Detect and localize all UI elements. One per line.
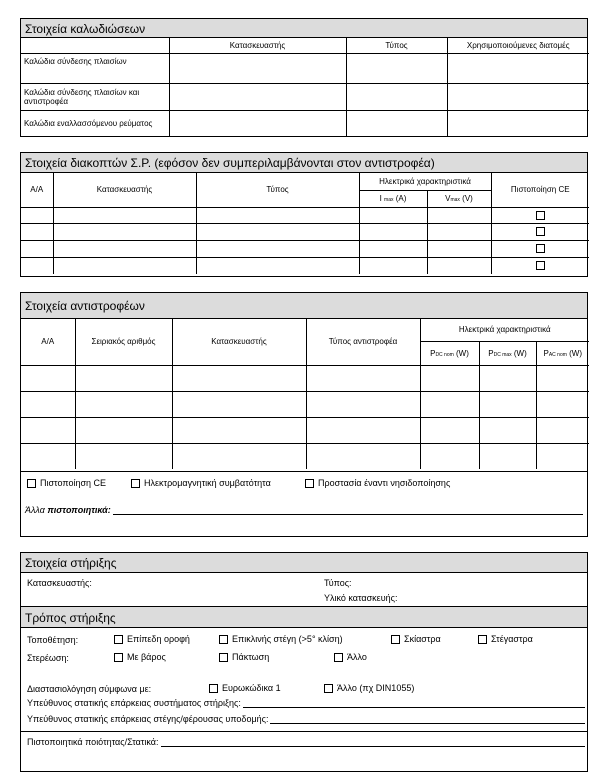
switches-cell[interactable] [53, 240, 196, 257]
inverters-cell[interactable] [21, 391, 75, 417]
inverters-col-aa: Α/Α [21, 319, 75, 365]
sizing-other-checkbox[interactable] [324, 684, 333, 693]
inverters-cell[interactable] [306, 365, 420, 391]
switches-cell[interactable] [53, 207, 196, 223]
switches-title: Στοιχεία διακοπτών Σ.Ρ. (εφόσον δεν συμπεριλαμβάνονται στον αντιστροφέα) [21, 153, 587, 173]
resp-system-row [27, 698, 585, 708]
switches-cell[interactable] [427, 240, 491, 257]
sizing-other[interactable] [324, 683, 414, 693]
inverters-cell[interactable] [420, 391, 479, 417]
switches-cell[interactable] [427, 257, 491, 274]
cables-col-empty [21, 38, 169, 53]
fixing-other-label: Άλλο [347, 652, 367, 662]
cables-col-type: Τύπος [346, 38, 447, 53]
fixing-weight-label: Με βάρος [127, 652, 166, 662]
inverters-col-pac-nom: PAC nom (W) [536, 341, 589, 365]
cables-row-label: Καλώδια σύνδεσης πλαισίων [21, 53, 169, 83]
inverters-cell[interactable] [306, 443, 420, 469]
switches-col-ce: Πιστοποίηση CE [491, 173, 589, 207]
inverters-cell[interactable] [75, 417, 172, 443]
cables-col-manufacturer: Κατασκευαστής [169, 38, 346, 53]
ce-cell [491, 240, 589, 257]
fixing-anchoring-checkbox[interactable] [219, 653, 228, 662]
ce-cell [491, 223, 589, 240]
ce-checkbox[interactable] [536, 211, 545, 220]
placement-flat-roof-label: Επίπεδη οροφή [127, 634, 190, 644]
fixing-weight-checkbox[interactable] [114, 653, 123, 662]
inverters-cell[interactable] [21, 365, 75, 391]
other-certs-row [25, 505, 583, 515]
cables-cell[interactable] [346, 110, 447, 136]
inverters-cell[interactable] [75, 365, 172, 391]
inverters-cell[interactable] [306, 417, 420, 443]
cert-island-checkbox[interactable] [305, 479, 314, 488]
mounting-section [20, 552, 588, 772]
switches-cell[interactable] [196, 257, 359, 274]
placement-pitched-roof-checkbox[interactable] [219, 635, 228, 644]
cert-island-option[interactable] [305, 478, 450, 488]
switches-table [21, 173, 589, 274]
inverters-cell[interactable] [479, 365, 536, 391]
switches-cell[interactable] [359, 240, 427, 257]
cert-island-label: Προστασία έναντι νησιδοποίησης [318, 478, 451, 488]
sizing-eurocode-label: Ευρωκώδικα 1 [222, 683, 281, 693]
cert-emc-option[interactable] [131, 478, 271, 488]
placement-canopy[interactable] [478, 634, 533, 644]
switches-col-manufacturer: Κατασκευαστής [53, 173, 196, 207]
inverters-cell[interactable] [172, 417, 306, 443]
inverters-section [20, 292, 588, 537]
cables-cell[interactable] [447, 110, 589, 136]
cables-row-label: Καλώδια σύνδεσης πλαισίων και αντιστροφέα [21, 83, 169, 110]
placement-pitched-roof[interactable] [219, 634, 343, 644]
resp-roof-input[interactable] [270, 714, 585, 724]
cables-cell[interactable] [346, 53, 447, 83]
mounting-material-label: Υλικό κατασκευής: [324, 593, 398, 603]
placement-shade-label: Σκίαστρα [404, 634, 441, 644]
placement-canopy-label: Στέγαστρα [491, 634, 533, 644]
resp-system-input[interactable] [243, 698, 585, 708]
inverters-col-pdc-nom: PDC nom (W) [420, 341, 479, 365]
ce-cell [491, 257, 589, 274]
inverters-cell[interactable] [21, 417, 75, 443]
sizing-eurocode[interactable] [209, 683, 281, 693]
other-certs-label-a: Άλλα [25, 505, 45, 515]
mounting-title: Στοιχεία στήριξης [21, 553, 587, 573]
placement-shade[interactable] [391, 634, 441, 644]
switches-col-electrical: Ηλεκτρικά χαρακτηριστικά [359, 173, 491, 190]
inverters-col-type: Τύπος αντιστροφέα [306, 319, 420, 365]
switches-cell[interactable] [21, 257, 53, 274]
fixing-other[interactable] [334, 652, 367, 662]
ce-checkbox[interactable] [536, 261, 545, 270]
switches-section [20, 152, 588, 277]
cables-cell[interactable] [169, 83, 346, 110]
placement-flat-roof[interactable] [114, 634, 190, 644]
resp-roof-row [27, 714, 585, 724]
fixing-label: Στερέωση: [27, 653, 69, 663]
cables-cell[interactable] [447, 83, 589, 110]
resp-system-label: Υπεύθυνος στατικής επάρκειας συστήματος στήριξης: [27, 698, 241, 708]
switches-cell[interactable] [196, 207, 359, 223]
inverters-col-electrical: Ηλεκτρικά χαρακτηριστικά [420, 319, 589, 341]
quality-certs-input[interactable] [161, 737, 585, 747]
ce-checkbox[interactable] [536, 244, 545, 253]
switches-cell[interactable] [196, 240, 359, 257]
cables-table [21, 38, 589, 136]
switches-col-vmax: Vmax (V) [427, 190, 491, 207]
switches-col-imax: I max (A) [359, 190, 427, 207]
sizing-other-label: Άλλο (πχ DIN1055) [337, 683, 415, 693]
fixing-weight[interactable] [114, 652, 166, 662]
inverters-cell[interactable] [536, 391, 589, 417]
cert-ce-label: Πιστοποίηση CE [40, 478, 107, 488]
sizing-label: Διαστασιολόγηση σύμφωνα με: [27, 684, 152, 694]
cables-row-label: Καλώδια εναλλασσόμενου ρεύματος [21, 110, 169, 136]
switches-cell[interactable] [427, 223, 491, 240]
placement-label: Τοποθέτηση: [27, 635, 79, 645]
placement-canopy-checkbox[interactable] [478, 635, 487, 644]
cert-ce-checkbox[interactable] [27, 479, 36, 488]
inverters-cell[interactable] [172, 365, 306, 391]
ce-checkbox[interactable] [536, 227, 545, 236]
inverters-col-serial: Σειριακός αριθμός [75, 319, 172, 365]
inverters-cell[interactable] [479, 443, 536, 469]
inverters-cell[interactable] [536, 443, 589, 469]
inverters-divider [21, 471, 587, 472]
mounting-type-label: Τύπος: [324, 578, 352, 588]
cables-cell[interactable] [169, 53, 346, 83]
resp-roof-label: Υπεύθυνος στατικής επάρκειας στέγης/φέρουσας υποδομής: [27, 714, 269, 724]
inverters-title: Στοιχεία αντιστροφέων [21, 293, 587, 319]
other-certs-input[interactable] [113, 505, 583, 515]
fixing-anchoring[interactable] [219, 652, 269, 662]
cert-emc-checkbox[interactable] [131, 479, 140, 488]
mounting-method-title: Τρόπος στήριξης [21, 606, 587, 628]
switches-cell[interactable] [196, 223, 359, 240]
switches-col-aa: Α/Α [21, 173, 53, 207]
placement-shade-checkbox[interactable] [391, 635, 400, 644]
switches-cell[interactable] [359, 207, 427, 223]
switches-cell[interactable] [21, 223, 53, 240]
inverters-cell[interactable] [420, 417, 479, 443]
inverters-cell[interactable] [172, 443, 306, 469]
inverters-cell[interactable] [536, 365, 589, 391]
placement-flat-roof-checkbox[interactable] [114, 635, 123, 644]
sizing-eurocode-checkbox[interactable] [209, 684, 218, 693]
switches-cell[interactable] [21, 207, 53, 223]
fixing-other-checkbox[interactable] [334, 653, 343, 662]
switches-cell[interactable] [53, 257, 196, 274]
switches-cell[interactable] [359, 257, 427, 274]
cables-cell[interactable] [346, 83, 447, 110]
inverters-col-pdc-max: PDC max (W) [479, 341, 536, 365]
inverters-cell[interactable] [75, 443, 172, 469]
ce-cell [491, 207, 589, 223]
mounting-divider [21, 731, 587, 732]
cables-section [20, 18, 588, 137]
inverters-cell[interactable] [75, 391, 172, 417]
fixing-anchoring-label: Πάκτωση [232, 652, 270, 662]
cables-cell[interactable] [169, 110, 346, 136]
inverters-cell[interactable] [21, 443, 75, 469]
quality-certs-row [27, 737, 585, 747]
inverters-cell[interactable] [479, 417, 536, 443]
switches-col-type: Τύπος [196, 173, 359, 207]
cables-title: Στοιχεία καλωδιώσεων [21, 19, 587, 38]
inverters-cell[interactable] [536, 417, 589, 443]
inverters-cell[interactable] [172, 391, 306, 417]
cert-emc-label: Ηλεκτρομαγνητική συμβατότητα [144, 478, 271, 488]
switches-cell[interactable] [53, 223, 196, 240]
cables-cell[interactable] [447, 53, 589, 83]
switches-cell[interactable] [427, 207, 491, 223]
placement-pitched-roof-label: Επικλινής στέγη (>5° κλίση) [232, 634, 343, 644]
cables-col-sections: Χρησιμοποιούμενες διατομές [447, 38, 589, 53]
other-certs-label-b: πιστοποιητικά: [47, 505, 111, 515]
inverters-table [21, 319, 589, 469]
inverters-col-manufacturer: Κατασκευαστής [172, 319, 306, 365]
inverters-cell[interactable] [306, 391, 420, 417]
mounting-manufacturer-label: Κατασκευαστής: [27, 578, 92, 588]
inverters-cell[interactable] [420, 365, 479, 391]
switches-cell[interactable] [21, 240, 53, 257]
switches-cell[interactable] [359, 223, 427, 240]
cert-ce-option[interactable] [27, 478, 106, 488]
inverters-cell[interactable] [479, 391, 536, 417]
quality-certs-label: Πιστοποιητικά ποιότητας/Στατικά: [27, 737, 159, 747]
inverters-cell[interactable] [420, 443, 479, 469]
